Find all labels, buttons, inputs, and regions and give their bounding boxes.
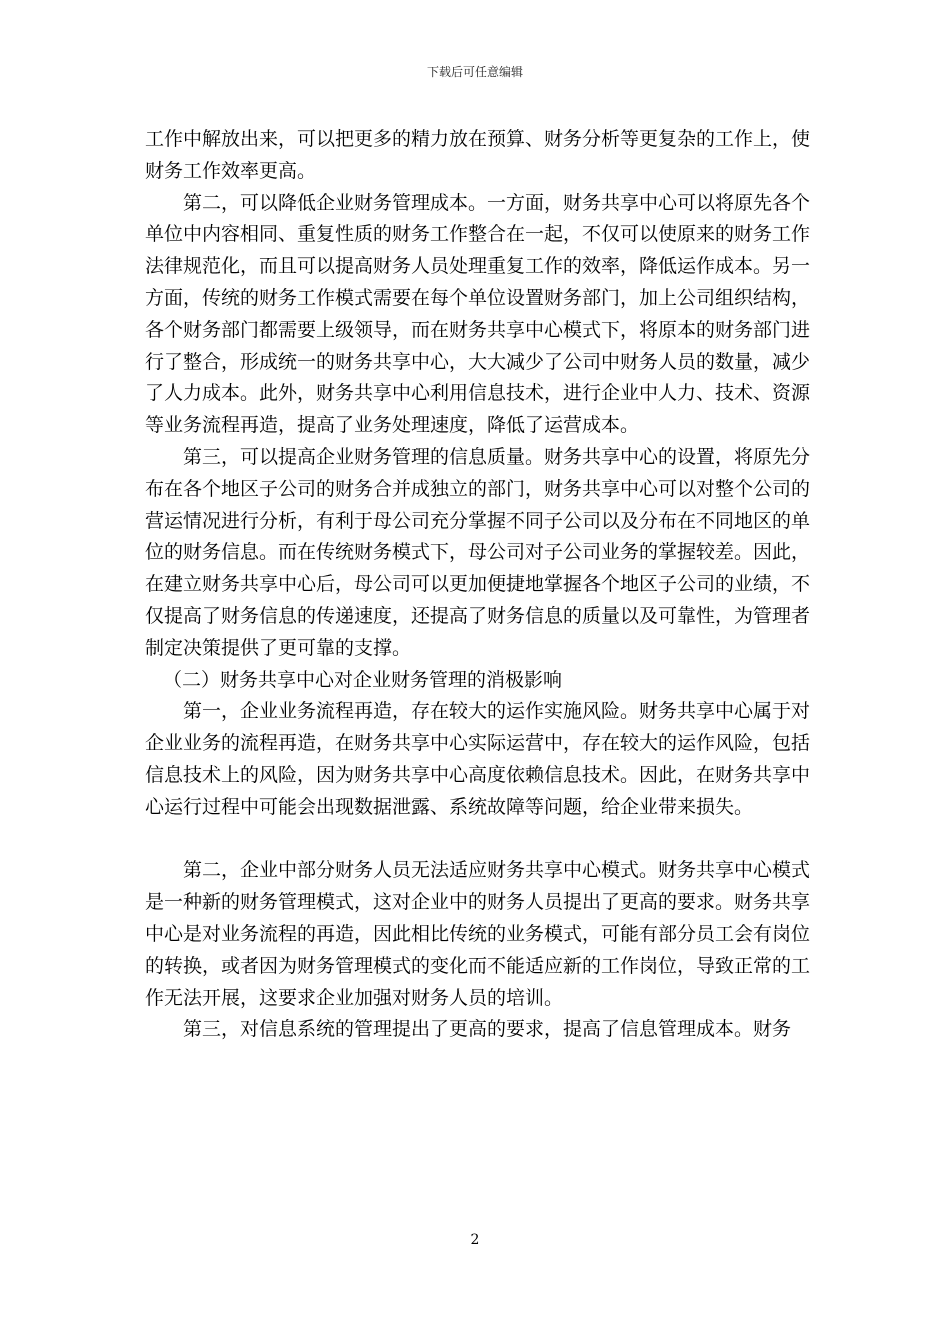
page-header: 下载后可任意编辑 [426,65,523,79]
blank-line [145,824,810,856]
paragraph-negative-point-three: 第三，对信息系统的管理提出了更高的要求，提高了信息管理成本。财务 [183,1018,792,1041]
paragraph-negative-point-one: 第一，企业业务流程再造，存在较大的运作实施风险。财务共享中心属于对企业业务的流程再造，在财务共享中心实际运营中，存在较大的运作风险，包括信息技术上的风险，因为财务共享中心高度依赖信息技术。因此，在财务共享中心运行过程中可能会出现数据泄露、系统故障等问题，给企业带来损失。 [145,700,811,818]
paragraph-continuation: 工作中解放出来，可以把更多的精力放在预算、财务分析等更复杂的工作上，使财务工作效率更高。 [145,128,811,182]
paragraph-point-two-cost: 第二，可以降低企业财务管理成本。一方面，财务共享中心可以将原先各个单位中内容相同、重复性质的财务工作整合在一起，不仅可以使原来的财务工作法律规范化，而且可以提高财务人员处理重复工作的效率，降低运作成本。另一方面，传统的财务工作模式需要在每个单位设置财务部门，加上公司组织结构，各个财务部门都需要上级领导，而在财务共享中心模式下，将原本的财务部门进行了整合，形成统一的财务共享中心，大大减少了公司中财务人员的数量，减少了人力成本。此外，财务共享中心利用信息技术，进行企业中人力、技术、资源等业务流程再造，提高了业务处理速度，降低了运营成本。 [145,191,811,437]
paragraph-point-three-quality: 第三，可以提高企业财务管理的信息质量。财务共享中心的设置，将原先分布在各个地区子公司的财务合并成独立的部门，财务共享中心可以对整个公司的营运情况进行分析，有利于母公司充分掌握不同子公司以及分布在不同地区的单位的财务信息。而在传统财务模式下，母公司对子公司业务的掌握较差。因此，在建立财务共享中心后，母公司可以更加便捷地掌握各个地区子公司的业绩，不仅提高了财务信息的传递速度，还提高了财务信息的质量以及可靠性，为管理者制定决策提供了更可靠的支撑。 [145,445,811,659]
paragraph-negative-point-two: 第二，企业中部分财务人员无法适应财务共享中心模式。财务共享中心模式是一种新的财务管理模式，这对企业中的财务人员提出了更高的要求。财务共享中心是对业务流程的再造，因此相比传统的业务模式，可能有部分员工会有岗位的转换，或者因为财务管理模式的变化而不能适应新的工作岗位，导致正常的工作无法开展，这要求企业加强对财务人员的培训。 [145,859,811,1009]
document-body [145,124,810,1046]
section-heading-negative-impact: （二）财务共享中心对企业财务管理的消极影响 [163,668,563,691]
page-number: 2 [470,1232,480,1248]
